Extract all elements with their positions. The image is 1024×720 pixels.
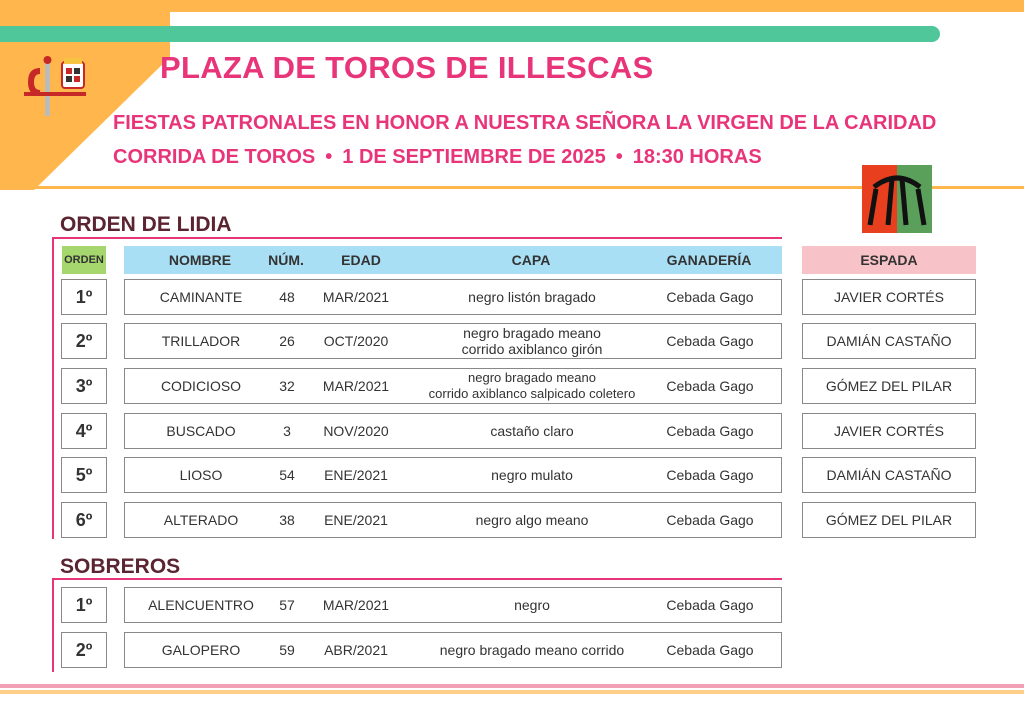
row-capa-line1: negro bragado meano — [468, 370, 596, 385]
row-espada: DAMIÁN CASTAÑO — [802, 457, 976, 493]
table-row — [124, 323, 782, 359]
table-row-orden: 1º — [61, 279, 107, 315]
row-nombre: TRILLADOR — [161, 333, 241, 349]
table-row — [124, 279, 782, 315]
footer-orange-band — [0, 690, 1024, 694]
row-espada: JAVIER CORTÉS — [802, 279, 976, 315]
row-ganaderia: Cebada Gago — [666, 289, 754, 305]
row-nombre: ALENCUENTRO — [148, 597, 254, 613]
row-edad: ENE/2021 — [324, 467, 388, 483]
table-row-orden: 3º — [61, 368, 107, 404]
row-capa: negro bragado meano corrido — [439, 642, 625, 658]
sobrero-row — [124, 632, 782, 668]
nombre-header: NOMBRE — [168, 252, 232, 268]
row-capa — [405, 414, 659, 448]
separator: • — [615, 146, 623, 168]
event-subtitle: FIESTAS PATRONALES EN HONOR A NUESTRA SEÑORA LA VIRGEN DE LA CARIDAD — [113, 112, 937, 134]
row-nombre: BUSCADO — [166, 423, 236, 439]
sobreros-title: SOBREROS — [60, 555, 181, 578]
row-num: 48 — [279, 289, 295, 305]
sobreros-vertical-rule — [52, 578, 54, 672]
row-capa-line1: castaño claro — [490, 423, 574, 439]
row-capa: negro — [514, 597, 550, 613]
row-num: 3 — [283, 423, 291, 439]
num-header: NÚM. — [268, 252, 304, 268]
row-edad: ENE/2021 — [324, 512, 388, 528]
row-edad: OCT/2020 — [323, 333, 389, 349]
row-capa — [405, 503, 659, 537]
row-nombre: GALOPERO — [161, 642, 241, 658]
top-green-band — [0, 26, 940, 42]
row-nombre: ALTERADO — [163, 512, 239, 528]
event-time: 18:30 HORAS — [632, 146, 762, 168]
row-nombre: CODICIOSO — [160, 378, 242, 394]
edad-header: EDAD — [341, 252, 381, 268]
row-ganaderia: Cebada Gago — [666, 378, 754, 394]
footer-pink-band — [0, 684, 1024, 688]
table-row — [124, 457, 782, 493]
row-edad: NOV/2020 — [323, 423, 389, 439]
event-details — [113, 146, 762, 169]
row-capa-line1: negro listón bragado — [468, 289, 596, 305]
row-espada: GÓMEZ DEL PILAR — [802, 368, 976, 404]
row-espada: DAMIÁN CASTAÑO — [802, 323, 976, 359]
table-row-orden: 6º — [61, 502, 107, 538]
ganaderia-header: GANADERÍA — [666, 252, 752, 268]
row-num: 38 — [279, 512, 295, 528]
orden-header: ORDEN — [62, 246, 106, 274]
row-ganaderia: Cebada Gago — [666, 597, 754, 613]
event-date: 1 DE SEPTIEMBRE DE 2025 — [342, 146, 606, 168]
row-espada: GÓMEZ DEL PILAR — [802, 502, 976, 538]
row-num: 26 — [279, 333, 295, 349]
row-nombre: LIOSO — [179, 467, 223, 483]
row-ganaderia: Cebada Gago — [666, 512, 754, 528]
top-orange-band — [165, 0, 1024, 12]
orden-de-lidia-title: ORDEN DE LIDIA — [60, 213, 232, 236]
row-edad: MAR/2021 — [322, 597, 390, 613]
orden-de-lidia-rule — [52, 237, 782, 239]
row-num: 57 — [279, 597, 295, 613]
illescas-coat-of-arms-icon — [18, 54, 88, 122]
row-capa-line1: negro bragado meano — [463, 325, 601, 341]
row-capa — [405, 280, 659, 314]
row-edad: MAR/2021 — [322, 289, 390, 305]
row-capa-line2: corrido axiblanco salpicado coletero — [428, 386, 636, 401]
table-row — [124, 502, 782, 538]
row-capa-line2: corrido axiblanco girón — [461, 341, 603, 357]
cebada-gago-brand-icon — [862, 165, 932, 233]
row-ganaderia: Cebada Gago — [666, 333, 754, 349]
sobreros-rule — [52, 578, 782, 580]
row-num: 59 — [279, 642, 295, 658]
row-num: 54 — [279, 467, 295, 483]
row-capa-line1: negro mulato — [491, 467, 573, 483]
event-type: CORRIDA DE TOROS — [113, 146, 316, 168]
table-row-orden: 2º — [61, 323, 107, 359]
sobrero-row-orden: 2º — [61, 632, 107, 668]
row-capa-line1: negro algo meano — [475, 512, 589, 528]
row-edad: ABR/2021 — [324, 642, 388, 658]
row-num: 32 — [279, 378, 295, 394]
row-capa — [405, 324, 659, 358]
espada-header: ESPADA — [802, 246, 976, 274]
separator: • — [325, 146, 333, 168]
table-row — [124, 413, 782, 449]
row-ganaderia: Cebada Gago — [666, 642, 754, 658]
row-capa — [405, 369, 659, 403]
table-row — [124, 368, 782, 404]
row-espada: JAVIER CORTÉS — [802, 413, 976, 449]
sobrero-row-orden: 1º — [61, 587, 107, 623]
table-row-orden: 4º — [61, 413, 107, 449]
main-table-header — [124, 246, 782, 274]
sobrero-row — [124, 587, 782, 623]
row-edad: MAR/2021 — [322, 378, 390, 394]
row-ganaderia: Cebada Gago — [666, 467, 754, 483]
table-row-orden: 5º — [61, 457, 107, 493]
row-ganaderia: Cebada Gago — [666, 423, 754, 439]
row-capa — [405, 458, 659, 492]
row-nombre: CAMINANTE — [159, 289, 243, 305]
page-title: PLAZA DE TOROS DE ILLESCAS — [160, 50, 654, 85]
capa-header: CAPA — [511, 252, 551, 268]
orden-de-lidia-vertical-rule — [52, 237, 54, 539]
